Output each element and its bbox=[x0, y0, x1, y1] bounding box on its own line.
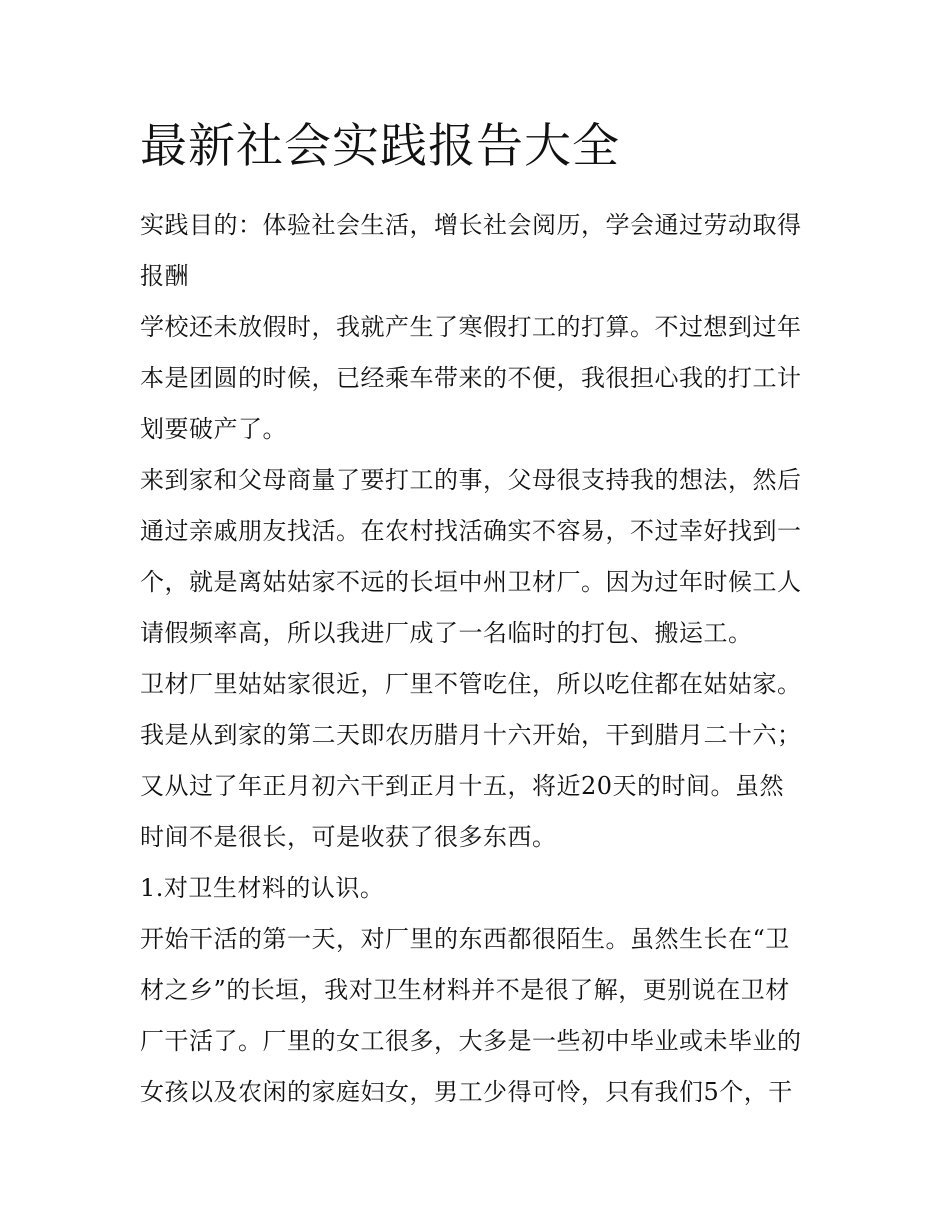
document-title: 最新社会实践报告大全 bbox=[140, 119, 620, 174]
paragraph-first-day bbox=[140, 914, 820, 1118]
document-body bbox=[140, 112, 820, 1118]
paragraph-finding-work bbox=[140, 455, 820, 659]
paragraph-purpose bbox=[140, 200, 820, 302]
text-line: 请假频率高，所以我进厂成了一名临时的打包、搬运工。 bbox=[140, 619, 753, 647]
text-line: 本是团圆的时候，已经乘车带来的不便，我很担心我的打工计 bbox=[140, 364, 802, 392]
text-line: 划要破产了。 bbox=[140, 415, 287, 443]
text-line: 报酬 bbox=[140, 262, 189, 290]
text-line: 个，就是离姑姑家不远的长垣中州卫材厂。因为过年时候工人 bbox=[140, 568, 802, 596]
text-line: 又从过了年正月初六干到正月十五，将近20天的时间。虽然 bbox=[140, 772, 785, 800]
text-line: 厂干活了。厂里的女工很多，大多是一些初中毕业或未毕业的 bbox=[140, 1027, 802, 1055]
text-line: 来到家和父母商量了要打工的事，父母很支持我的想法，然后 bbox=[140, 466, 802, 494]
text-line: 材之乡”的长垣，我对卫生材料并不是很了解，更别说在卫材 bbox=[140, 976, 790, 1004]
text-line: 我是从到家的第二天即农历腊月十六开始，干到腊月二十六； bbox=[140, 721, 802, 749]
text-line: 女孩以及农闲的家庭妇女，男工少得可怜，只有我们5个，干 bbox=[140, 1078, 793, 1106]
text-line: 开始干活的第一天，对厂里的东西都很陌生。虽然生长在“卫 bbox=[140, 925, 790, 953]
text-line: 通过亲戚朋友找活。在农村找活确实不容易，不过幸好找到一 bbox=[140, 517, 802, 545]
section-heading bbox=[140, 863, 820, 914]
text-line: 学校还未放假时，我就产生了寒假打工的打算。不过想到过年 bbox=[140, 313, 802, 341]
paragraph-plan bbox=[140, 302, 820, 455]
paragraph-work-period bbox=[140, 659, 820, 863]
text-line: 卫材厂里姑姑家很近，厂里不管吃住，所以吃住都在姑姑家。 bbox=[140, 670, 802, 698]
text-line: 时间不是很长，可是收获了很多东西。 bbox=[140, 823, 557, 851]
text-line: 1.对卫生材料的认识。 bbox=[140, 874, 385, 902]
text-line: 实践目的：体验社会生活，增长社会阅历，学会通过劳动取得 bbox=[140, 211, 802, 239]
